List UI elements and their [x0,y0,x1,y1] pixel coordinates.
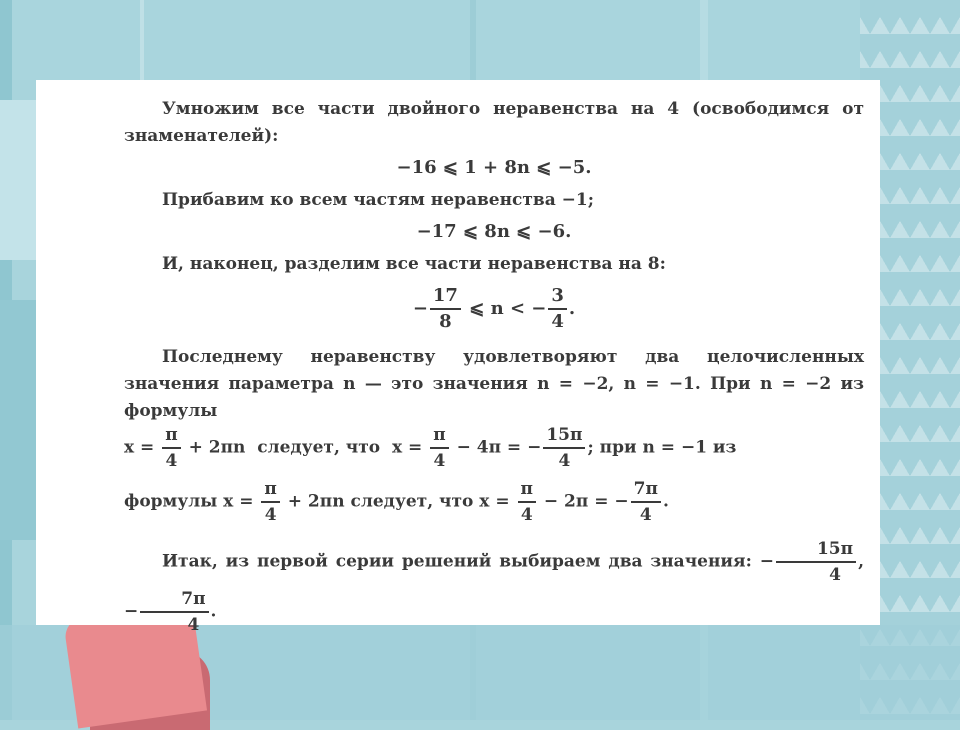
fraction-numerator: 17 [430,284,461,310]
equation-1: −16 ⩽ 1 + 8n ⩽ −5. [396,157,592,178]
fraction-7pi-4 [631,477,661,527]
conclusion-text: Итак, из первой серии решений выбираем два значения: − [162,551,774,572]
follows-text: следует, что [350,491,474,512]
fraction-denominator: 4 [558,451,571,471]
fraction-pi-4 [261,477,279,527]
fraction-15pi-4 [776,537,856,587]
equation-2: −17 ⩽ 8n ⩽ −6. [416,221,572,242]
fraction-numerator: 3 [548,284,567,310]
fraction-numerator: π [518,477,536,503]
fraction-pi-4 [518,477,536,527]
fraction-denominator: 4 [639,505,652,525]
fraction-denominator: 4 [829,565,841,585]
minus-2pi: − 2π = − [543,491,629,512]
background-top-band [0,0,960,80]
background-stripe [140,0,144,80]
fraction-pi-4 [162,423,180,473]
formula-line-1 [124,423,864,473]
fraction-numerator: π [162,423,180,449]
paragraph-divide: И, наконец, разделим все части неравенства на 8: [162,254,666,274]
period: . [210,601,217,622]
fraction-denominator: 4 [433,451,446,471]
plus-2pn: + 2πn [188,437,246,458]
fraction-numerator: π [430,423,448,449]
fraction-denominator: 4 [264,505,277,525]
eq3-middle: ⩽ n < − [462,298,547,319]
x-equals: x = [223,491,254,512]
fraction-denominator: 4 [187,615,200,635]
plus-2pn: + 2πn [287,491,345,512]
fraction-numerator: 15π [543,423,585,449]
fraction-denominator: 8 [439,311,452,332]
fraction-3-4 [548,284,567,334]
fraction-denominator: 4 [520,505,533,525]
fraction-numerator: 15π [776,537,856,563]
background-block [0,300,36,540]
eq3-end: . [568,298,576,319]
fraction-17-8 [430,284,461,334]
fraction-numerator: 7π [631,477,661,503]
eq3-minus: − [412,298,428,319]
semicolon-text: ; при n = −1 из [587,437,737,458]
document-page [36,80,880,635]
fraction-numerator: π [261,477,279,503]
fraction-denominator: 4 [165,451,178,471]
fraction-7pi-4 [140,587,208,637]
x-equals: x = [479,491,510,512]
paragraph-add: Прибавим ко всем частям неравенства −1; [162,190,595,210]
paragraph-multiply: Умножим все части двойного неравенства на 4 (освободимся от знаменателей): [124,99,864,146]
period: . [662,491,669,512]
fraction-numerator: 7π [140,587,208,613]
formulas-text: формулы [124,491,218,512]
document-content [124,96,864,637]
x-equals: x = [124,437,155,458]
background-block [0,100,36,260]
comma-minus: , − [124,551,864,622]
formula-line-2 [124,477,864,527]
paragraph-conclusion [124,537,864,637]
paragraph-integer-values: Последнему неравенству удовлетворяют два целочисленных значения параметра n — это значения n = −2, n = −1. При n = −2 из формулы [124,347,864,421]
minus-4pi: − 4π = − [456,437,542,458]
spacer [124,527,864,537]
x-equals: x = [391,437,423,458]
equation-3 [124,284,864,334]
fraction-pi-4 [430,423,448,473]
fraction-15pi-4 [543,423,585,473]
follows-text: следует, что [257,437,381,458]
fraction-denominator: 4 [551,311,564,332]
